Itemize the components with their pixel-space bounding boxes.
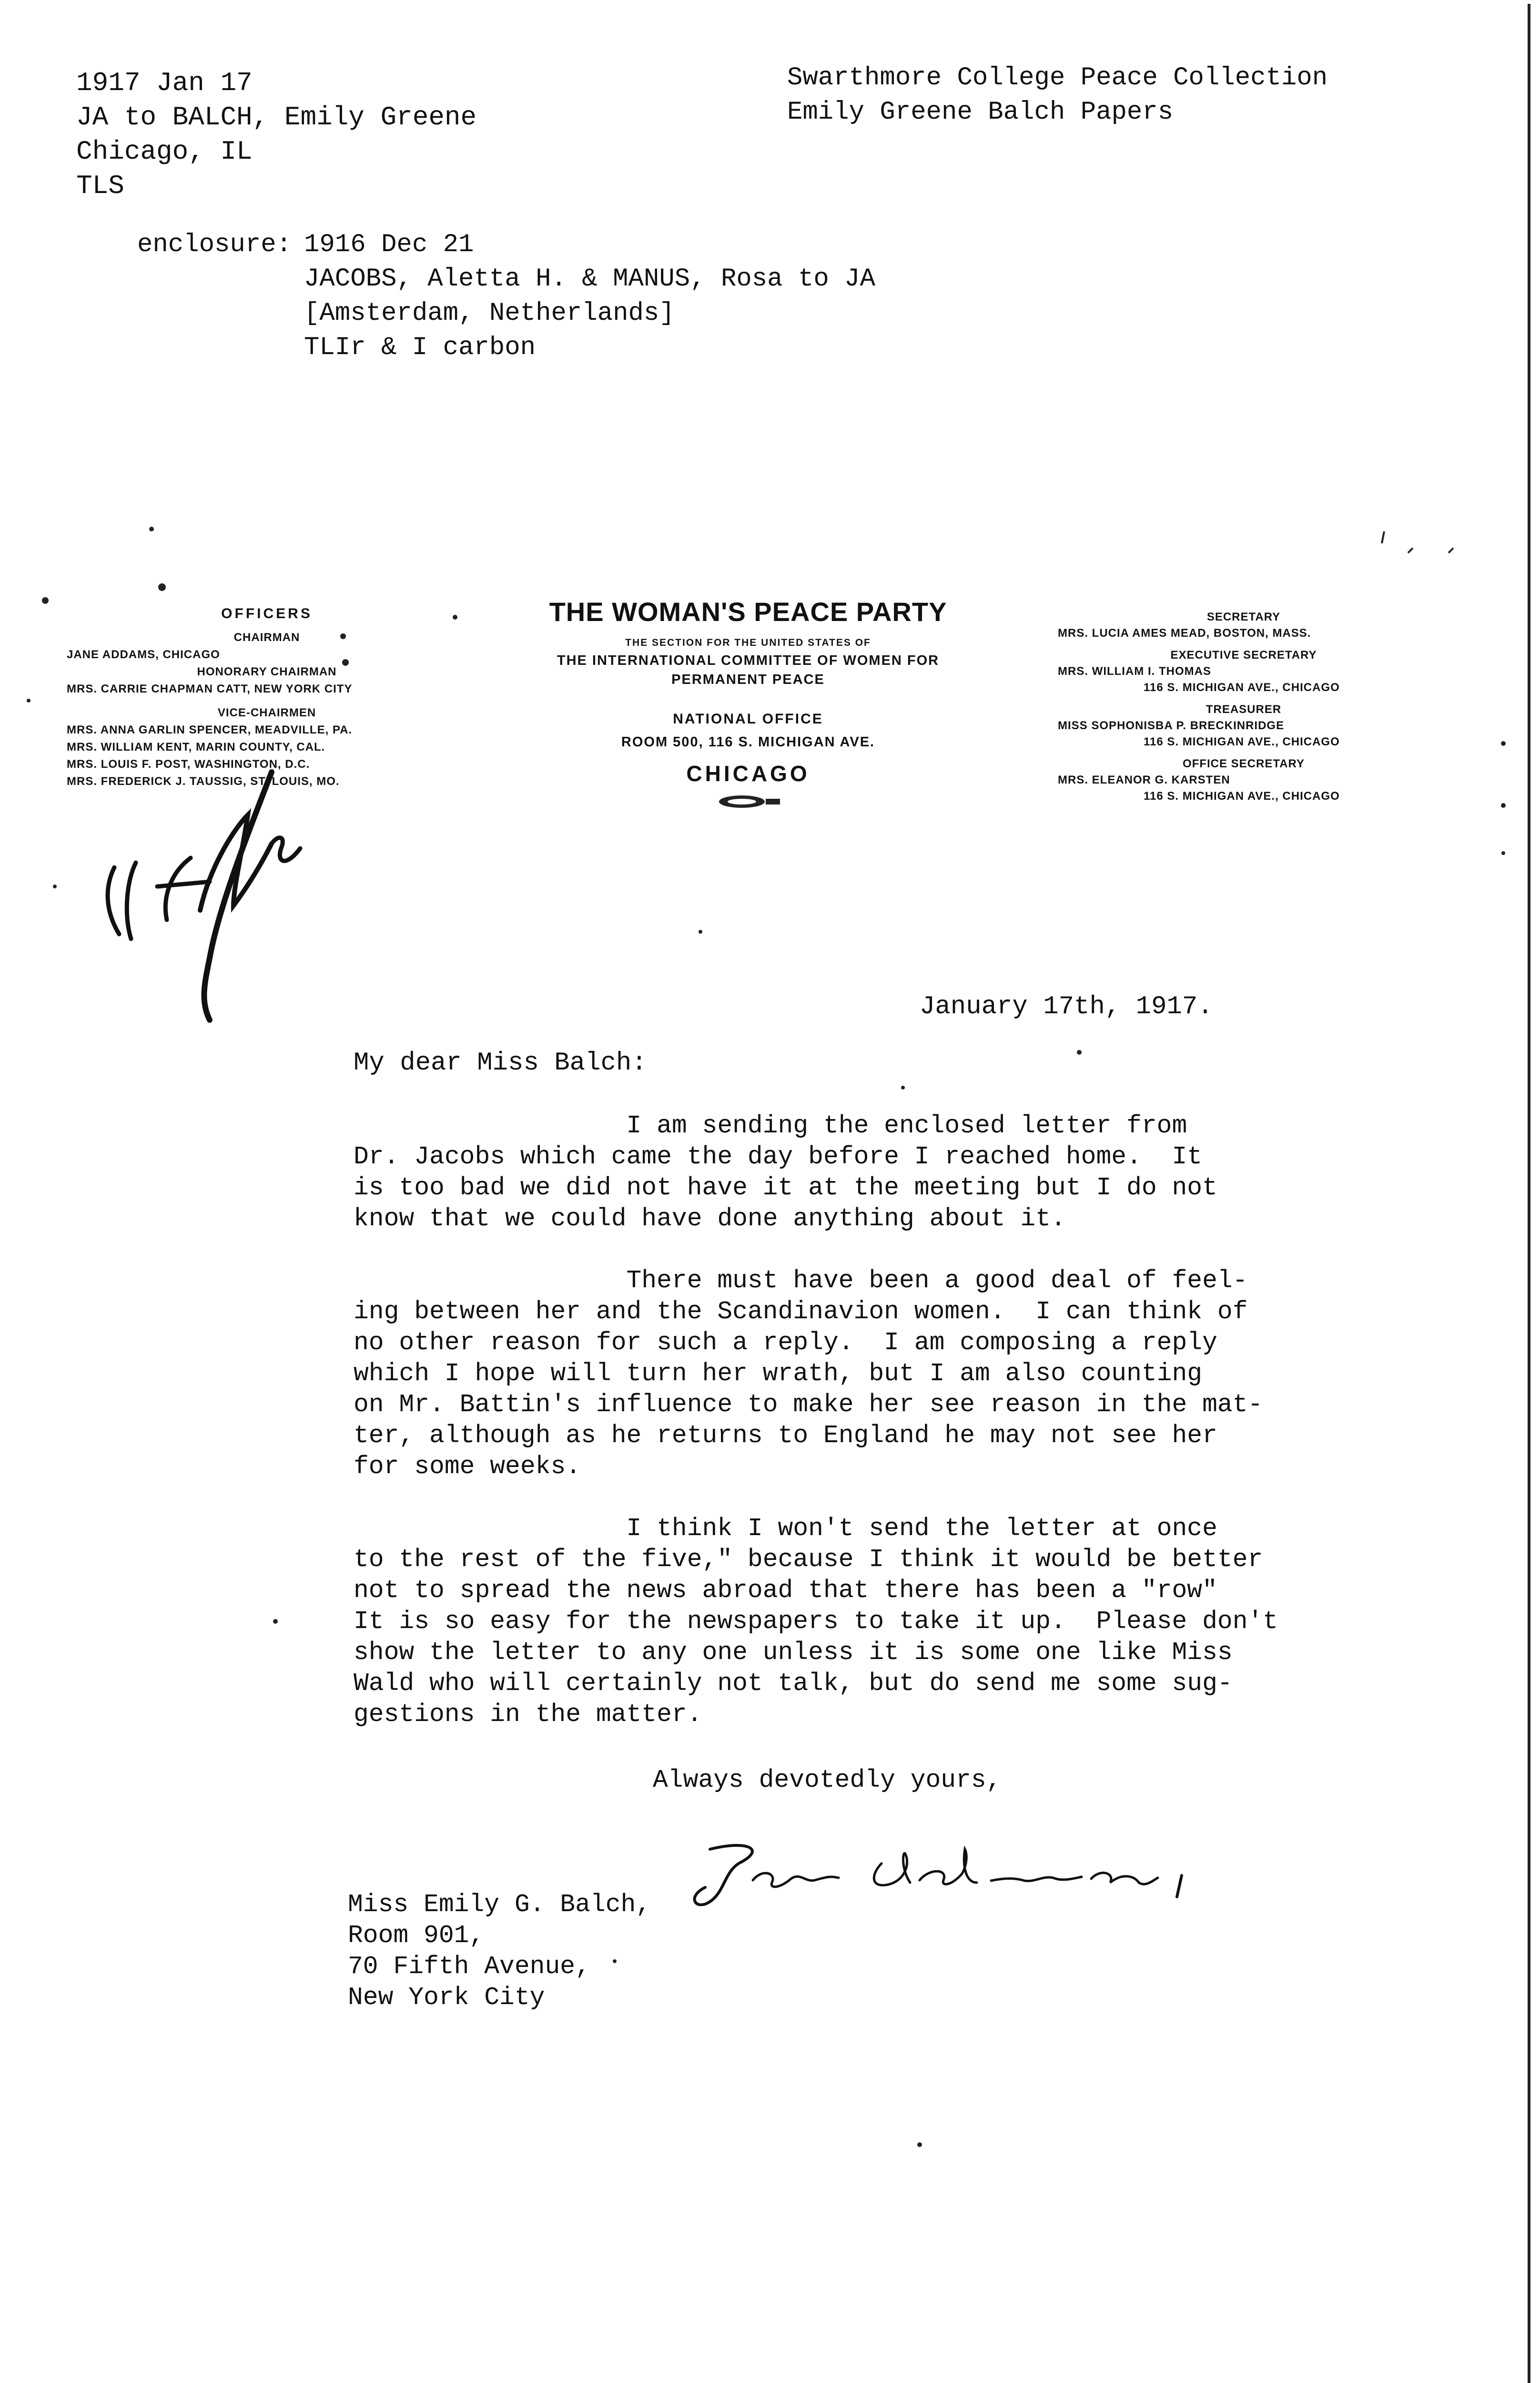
vice-chairman-1: MRS. ANNA GARLIN SPENCER, MEADVILLE, PA.	[67, 723, 353, 736]
paragraph-2	[354, 1265, 1278, 1482]
body-line: I am sending the enclosed letter from	[354, 1111, 1187, 1140]
enclosure-label: enclosure:	[137, 230, 292, 259]
vice-chairmen-title: VICE-CHAIRMEN	[217, 706, 316, 719]
enclosure-type: TLIr & I carbon	[304, 333, 536, 362]
secretary-name: MRS. LUCIA AMES MEAD, BOSTON, MASS.	[1058, 627, 1311, 640]
enclosure-date: 1916 Dec 21	[304, 230, 474, 259]
treasurer-name: MISS SOPHONISBA P. BRECKINRIDGE	[1058, 719, 1285, 732]
recipient-address	[348, 1889, 651, 2013]
letter-date: January 17th, 1917.	[920, 992, 1213, 1021]
office-secretary-title: OFFICE SECRETARY	[1182, 757, 1305, 770]
body-line: for some weeks.	[354, 1452, 581, 1481]
body-line: show the letter to any one unless it is some one like Miss	[354, 1638, 1233, 1667]
officers-heading: OFFICERS	[221, 606, 313, 621]
catalog-correspondents: JA to BALCH, Emily Greene	[76, 102, 477, 132]
catalog-place: Chicago, IL	[76, 136, 253, 167]
body-line: I think I won't send the letter at once	[354, 1514, 1217, 1543]
body-line: Wald who will certainly not talk, but do send me some sug-	[354, 1669, 1233, 1698]
recipient-street: 70 Fifth Avenue,	[348, 1952, 590, 1981]
treasurer-address: 116 S. MICHIGAN AVE., CHICAGO	[1144, 735, 1340, 748]
body-line: on Mr. Battin's influence to make her see reason in the mat-	[354, 1390, 1263, 1419]
office-address: ROOM 500, 116 S. MICHIGAN AVE.	[621, 734, 875, 750]
body-line: not to spread the news abroad that there has been a "row"	[354, 1576, 1217, 1605]
catalog-type: TLS	[76, 171, 124, 201]
national-office-label: NATIONAL OFFICE	[673, 711, 823, 727]
body-line: It is so easy for the newspapers to take it up. Please don't	[354, 1607, 1278, 1636]
organization-name: THE WOMAN'S PEACE PARTY	[549, 597, 947, 627]
executive-secretary-title: EXECUTIVE SECRETARY	[1170, 649, 1317, 662]
vice-chairman-3: MRS. LOUIS F. POST, WASHINGTON, D.C.	[67, 758, 310, 771]
recipient-name: Miss Emily G. Balch,	[348, 1890, 651, 1919]
body-line: There must have been a good deal of feel-	[354, 1266, 1248, 1295]
collection-name: Swarthmore College Peace Collection	[787, 63, 1328, 92]
body-line: is too bad we did not have it at the meeting but I do not	[354, 1173, 1217, 1202]
body-line: ter, although as he returns to England he may not see her	[354, 1421, 1217, 1450]
executive-secretary-address: 116 S. MICHIGAN AVE., CHICAGO	[1144, 681, 1340, 694]
honorary-chairman-name: MRS. CARRIE CHAPMAN CATT, NEW YORK CITY	[67, 682, 353, 695]
letter-body	[354, 1110, 1278, 1761]
recipient-city: New York City	[348, 1983, 545, 2012]
vice-chairman-2: MRS. WILLIAM KENT, MARIN COUNTY, CAL.	[67, 741, 325, 754]
paragraph-1	[354, 1110, 1278, 1234]
enclosure-correspondents: JACOBS, Aletta H. & MANUS, Rosa to JA	[304, 265, 875, 294]
body-line: no other reason for such a reply. I am composing a reply	[354, 1328, 1217, 1357]
office-secretary-name: MRS. ELEANOR G. KARSTEN	[1058, 774, 1230, 786]
collection-papers: Emily Greene Balch Papers	[787, 98, 1174, 127]
paragraph-3	[354, 1513, 1278, 1730]
honorary-chairman-title: HONORARY CHAIRMAN	[197, 665, 337, 678]
vice-chairman-4: MRS. FREDERICK J. TAUSSIG, ST. LOUIS, MO.	[67, 775, 340, 788]
body-line: gestions in the matter.	[354, 1700, 702, 1729]
body-line: to the rest of the five," because I think it would be better	[354, 1545, 1263, 1574]
organization-subtitle-3: PERMANENT PEACE	[671, 672, 825, 687]
executive-secretary-name: MRS. WILLIAM I. THOMAS	[1058, 665, 1211, 678]
body-line: Dr. Jacobs which came the day before I reached home. It	[354, 1142, 1203, 1171]
closing: Always devotedly yours,	[653, 1766, 1002, 1794]
salutation: My dear Miss Balch:	[354, 1049, 647, 1078]
recipient-room: Room 901,	[348, 1921, 485, 1950]
enclosure-place: [Amsterdam, Netherlands]	[304, 299, 675, 328]
office-city: CHICAGO	[686, 761, 810, 786]
body-line: know that we could have done anything about it.	[354, 1204, 1066, 1233]
secretary-title: SECRETARY	[1206, 611, 1281, 623]
catalog-date: 1917 Jan 17	[76, 68, 253, 98]
organization-subtitle-1: THE SECTION FOR THE UNITED STATES OF	[625, 637, 871, 648]
body-line: which I hope will turn her wrath, but I am also counting	[354, 1359, 1203, 1388]
chairman-name: JANE ADDAMS, CHICAGO	[67, 648, 220, 661]
organization-subtitle-2: THE INTERNATIONAL COMMITTEE OF WOMEN FOR	[557, 653, 940, 668]
signature	[681, 1835, 1229, 1921]
treasurer-title: TREASURER	[1206, 703, 1282, 716]
chairman-title: CHAIRMAN	[233, 631, 300, 644]
body-line: ing between her and the Scandinavion women. I can think of	[354, 1297, 1248, 1326]
office-secretary-address: 116 S. MICHIGAN AVE., CHICAGO	[1144, 790, 1340, 803]
